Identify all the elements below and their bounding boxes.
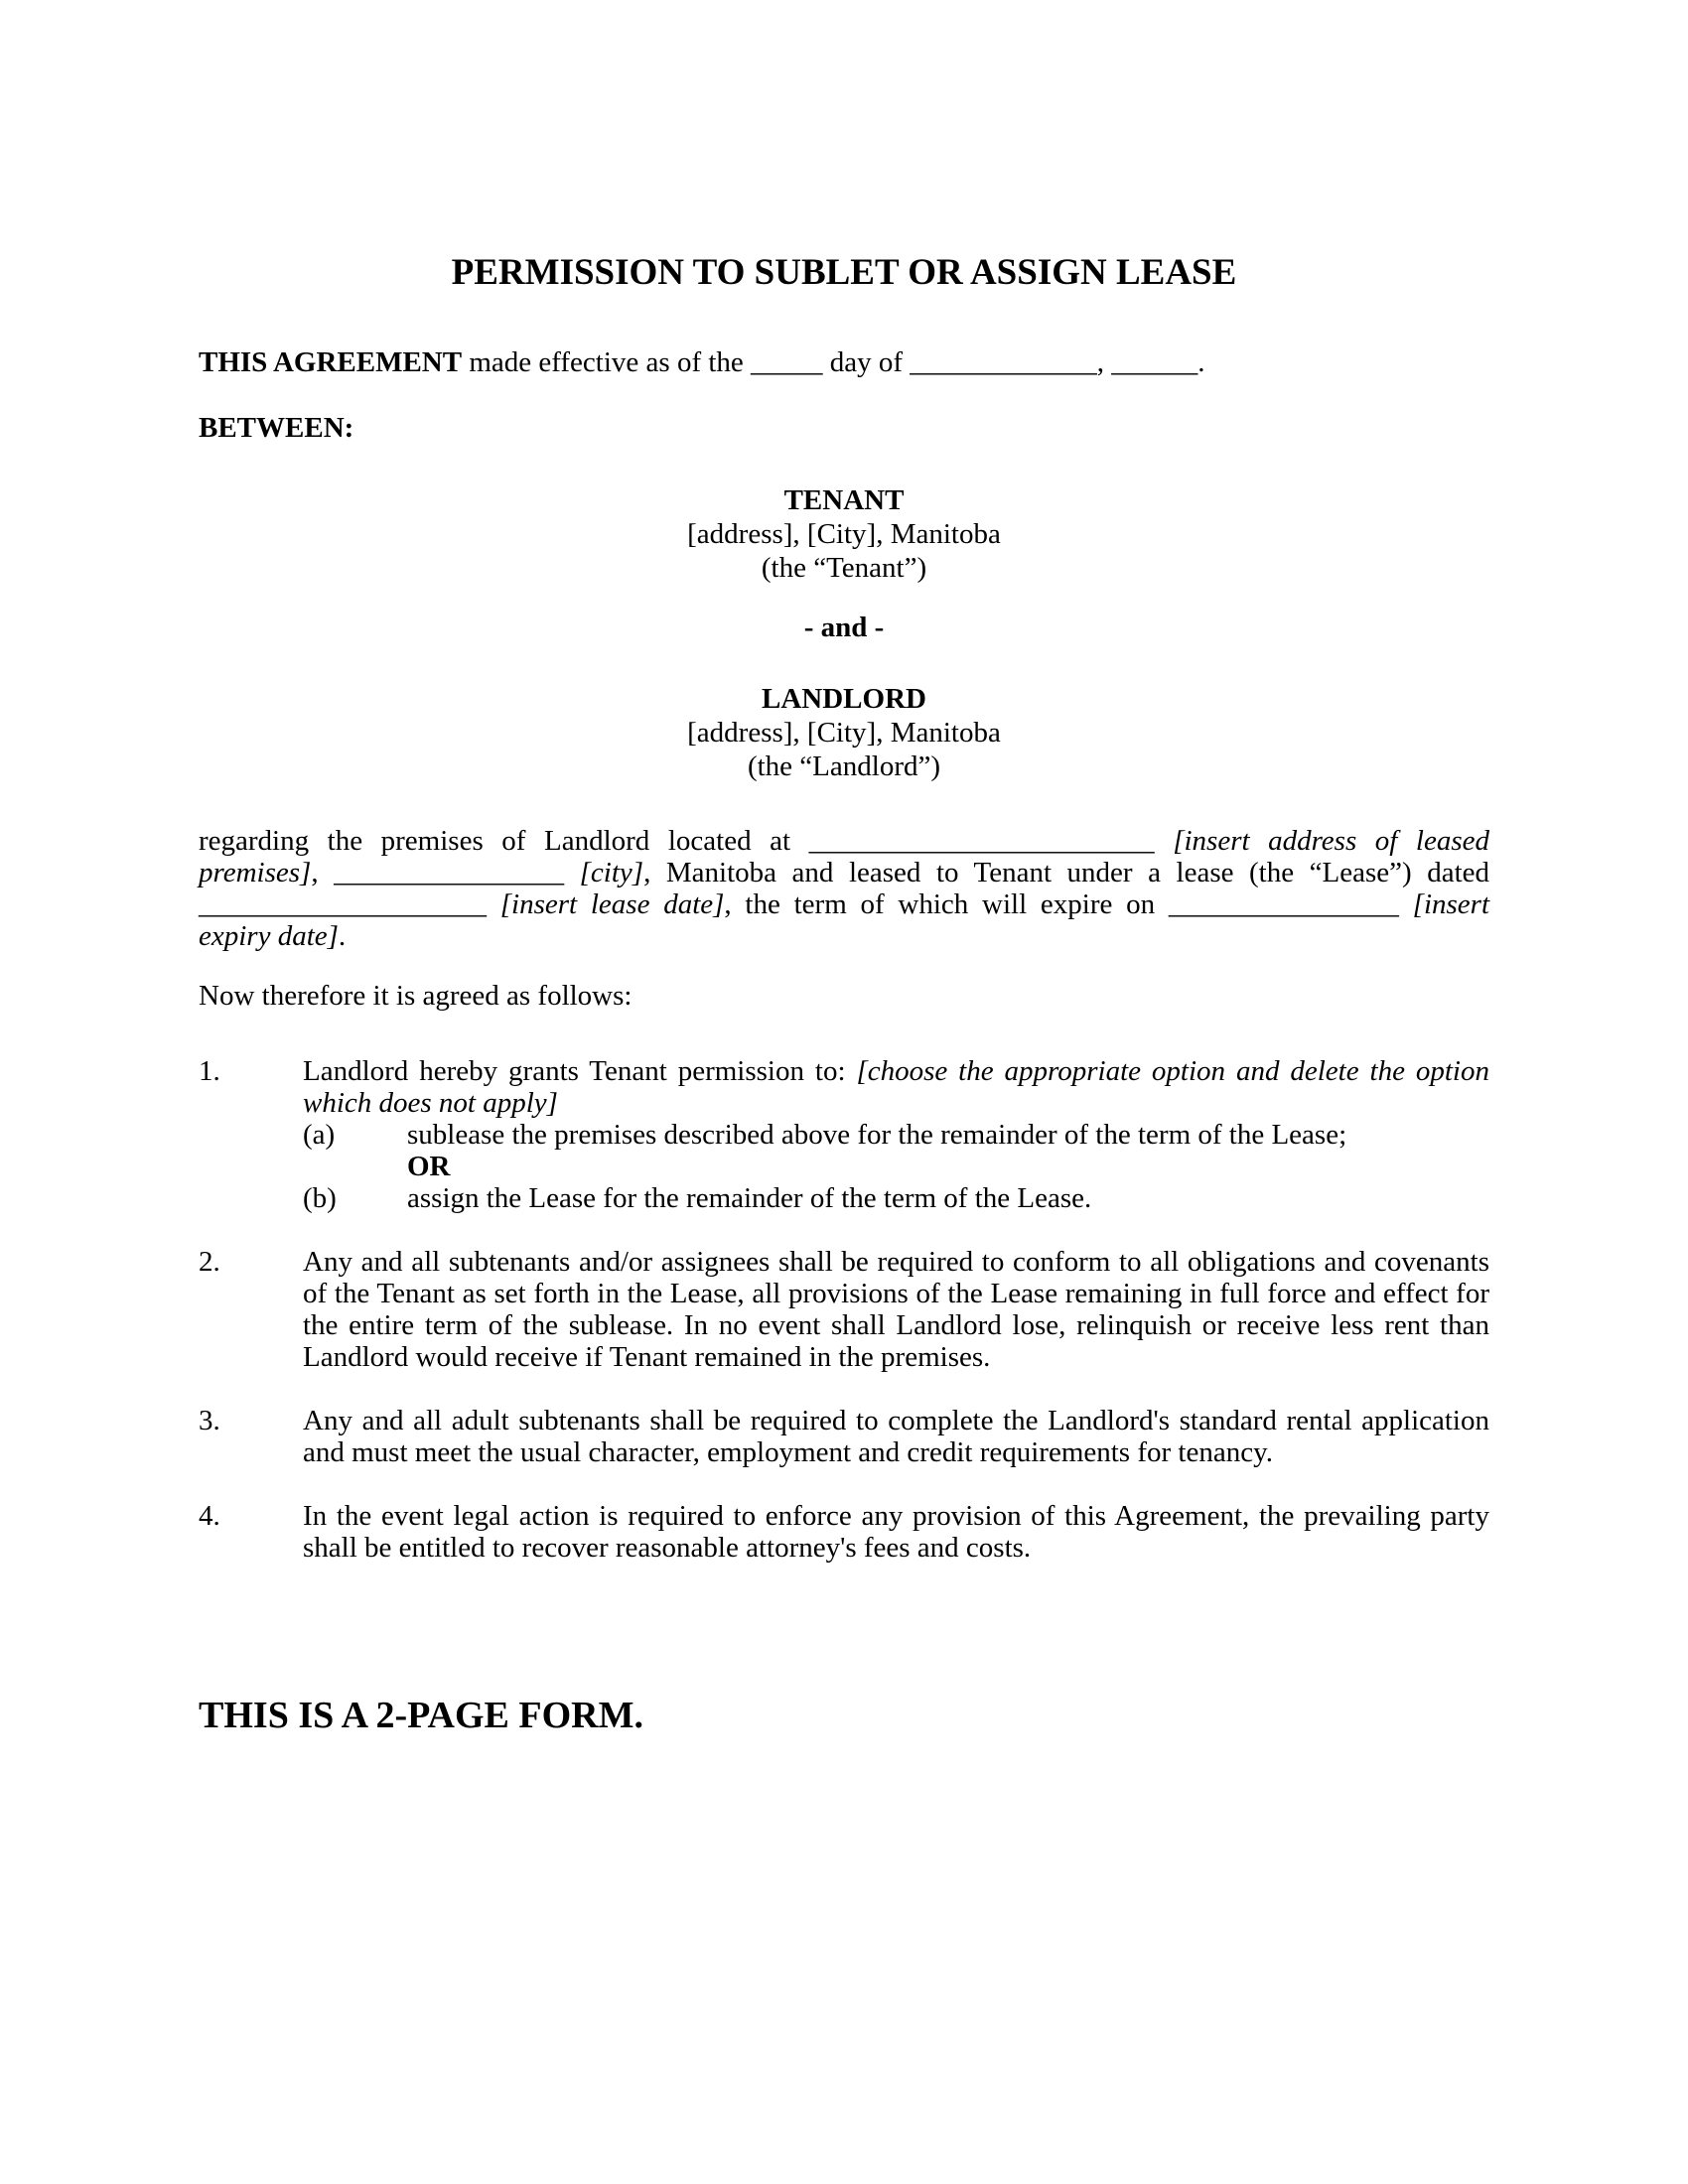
agreement-keyword: THIS AGREEMENT	[199, 346, 463, 378]
option-b-letter: (b)	[303, 1182, 337, 1214]
page-count-note: THIS IS A 2-PAGE FORM.	[199, 1695, 643, 1736]
clause-4-number: 4.	[199, 1500, 220, 1532]
option-b-text: assign the Lease for the remainder of the term of the Lease.	[407, 1182, 1092, 1214]
option-a-text: sublease the premises described above for the remainder of the term of the Lease;	[407, 1119, 1347, 1151]
recital-segment-7: [insert expiry date]	[199, 888, 1489, 952]
option-a-body	[407, 1119, 1489, 1182]
recital-segment-8: .	[338, 920, 347, 952]
tenant-block	[199, 483, 1489, 585]
clause-1-number: 1.	[199, 1055, 220, 1087]
clause-3-number: 3.	[199, 1405, 220, 1436]
clause-1-option-b	[303, 1182, 1489, 1214]
clause-2-text: Any and all subtenants and/or assignees shall be required to conform to all obligations and covenants of the Tenant as set forth in the Lease, all provisions of the Lease remaining in full force and effect for the entire term of the sublease. In no event shall Landlord lose, relinquish or receive less rent than Landlord would receive if Tenant remained in the premises.	[303, 1246, 1489, 1373]
clause-4	[199, 1500, 1489, 1564]
clause-1-intro-normal: Landlord hereby grants Tenant permission to:	[303, 1055, 857, 1087]
clause-4-text: In the event legal action is required to enforce any provision of this Agreement, the prevailing party shall be entitled to recover reasonable attorney's fees and costs.	[303, 1500, 1489, 1564]
option-a-letter: (a)	[303, 1119, 336, 1151]
option-or-connector: OR	[407, 1151, 451, 1182]
clause-2-number: 2.	[199, 1246, 220, 1278]
clause-1-body	[303, 1055, 1489, 1214]
option-b-body	[407, 1182, 1489, 1214]
recital-segment-1: [insert address of leased premises]	[199, 825, 1490, 888]
recital-segment-4: , Manitoba and leased to Tenant under a lease (the “Lease”) dated ____________________	[199, 857, 1489, 920]
agreement-intro-line	[199, 346, 1489, 378]
clause-3	[199, 1405, 1489, 1468]
landlord-alias: (the “Landlord”)	[747, 751, 941, 782]
recital-segment-2: , ________________	[311, 857, 580, 888]
and-separator: - and -	[803, 612, 885, 643]
recital-segment-5: [insert lease date]	[499, 888, 725, 920]
clause-2	[199, 1246, 1489, 1373]
landlord-block	[199, 682, 1489, 783]
agreement-intro-rest: made effective as of the _____ day of _____________, ______.	[462, 346, 1205, 378]
recital-segment-3: [city]	[579, 857, 644, 888]
clause-3-text: Any and all adult subtenants shall be required to complete the Landlord's standard rental application and must meet the usual character, employment and credit requirements for tenancy.	[303, 1405, 1489, 1468]
clause-1-intro-instruction: [choose the appropriate option and delete the option which does not apply]	[303, 1055, 1489, 1119]
recital-segment-6: , the term of which will expire on ________________	[724, 888, 1413, 920]
now-therefore-line: Now therefore it is agreed as follows:	[199, 980, 633, 1012]
landlord-name: LANDLORD	[762, 683, 926, 715]
between-label: BETWEEN:	[199, 412, 354, 444]
recital-segment-0: regarding the premises of Landlord located at ________________________	[199, 825, 1174, 857]
document-title: PERMISSION TO SUBLET OR ASSIGN LEASE	[451, 252, 1237, 293]
clause-1-option-a	[303, 1119, 1489, 1182]
clause-1-intro	[303, 1055, 1489, 1119]
landlord-address: [address], [City], Manitoba	[687, 717, 1001, 749]
tenant-address: [address], [City], Manitoba	[687, 518, 1001, 550]
tenant-name: TENANT	[783, 484, 905, 516]
clause-1	[199, 1055, 1489, 1214]
recital-paragraph	[199, 825, 1489, 952]
tenant-alias: (the “Tenant”)	[761, 552, 927, 584]
